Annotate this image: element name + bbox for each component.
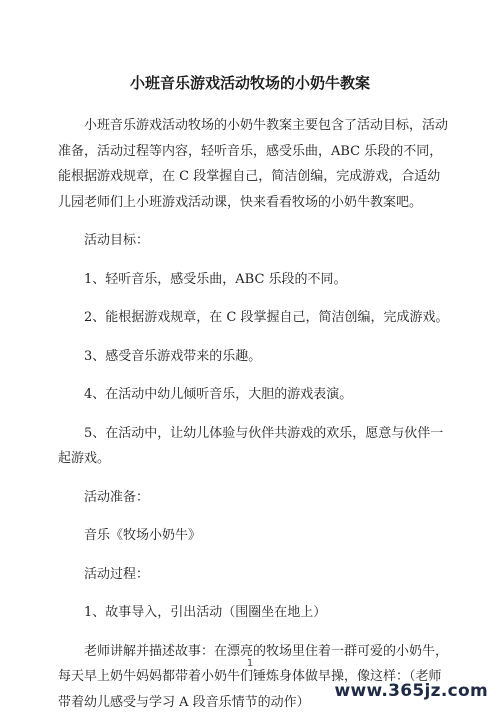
preparation-item: 音乐《牧场小奶牛》 [84,528,202,543]
page-number: 1 [246,658,254,669]
site-watermark: www.365jz.com [334,681,488,701]
document-body [58,113,450,727]
goal-item: 4、在活动中幼儿倾听音乐，大胆的游戏表演。 [84,387,353,402]
process-paragraph: 老师讲解并描述故事：在漂亮的牧场里住着一群可爱的小奶牛，每天早上奶牛妈妈都带着小奶牛们锤炼身体做早操，像这样：（老师带着幼儿感受与学习 A 段音乐情节的动作） [58,643,449,710]
goal-item: 5、在活动中，让幼儿体验与伙伴共游戏的欢乐，愿意与伙伴一起游戏。 [58,425,444,466]
goal-item: 1、轻听音乐，感受乐曲，ABC 乐段的不同。 [84,271,347,287]
section-heading-process: 活动过程： [84,566,150,582]
process-step: 1、故事导入，引出活动（围圈坐在地上） [84,605,327,620]
page-title: 小班音乐游戏活动牧场的小奶牛教案 [129,74,370,92]
goal-item: 2、能根据游戏规章，在 C 段掌握自己，简洁创编，完成游戏。 [84,310,449,325]
section-heading-preparation: 活动准备： [84,489,150,505]
section-heading-goals: 活动目标： [84,233,150,248]
intro-paragraph: 小班音乐游戏活动牧场的小奶牛教案主要包含了活动目标，活动准备，活动过程等内容，轻听音乐，感受乐曲，ABC 乐段的不同，能根据游戏规章，在 C 段掌握自己，简洁创编，完成游戏，合适幼儿园老师们上小班游戏活动课，快来看看牧场的小奶牛教案吧。 [58,118,449,210]
goal-item: 3、感受音乐游戏带来的乐趣。 [84,348,262,364]
